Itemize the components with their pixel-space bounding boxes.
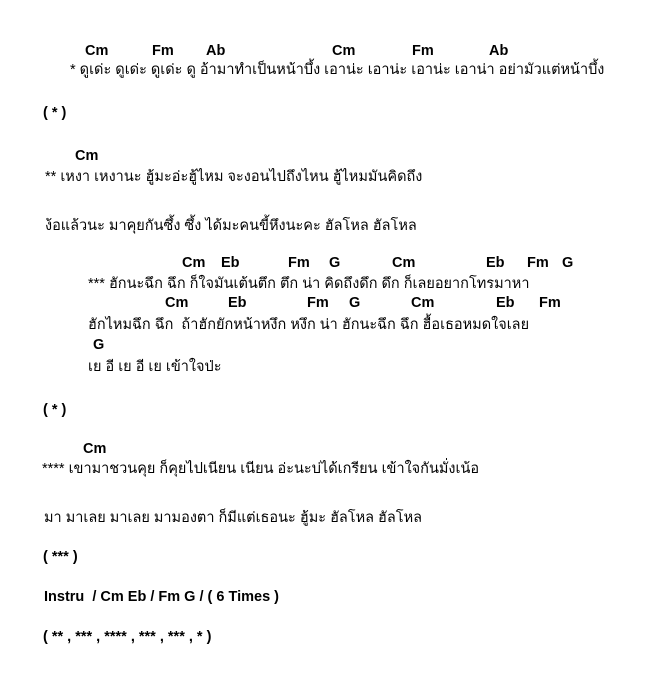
chorus-lyric-1: *** ฮักนะฉึก ฉึก ก็ใจมันเต้นตึก ตึก น่า คิดถึงดึก ดึก ก็เลยอยากโทรมาหา: [88, 276, 530, 292]
chord-eb: Eb: [228, 295, 247, 311]
chord-eb: Eb: [221, 255, 240, 271]
chord-cm: Cm: [392, 255, 416, 271]
instrumental-line: Instru / Cm Eb / Fm G / ( 6 Times ): [44, 589, 279, 605]
verse3-lyric-2: มา มาเลย มาเลย มามองตา ก็มีแต่เธอนะ ฮู้มะ ฮัลโหล ฮัลโหล: [44, 510, 423, 526]
section-marker-repeat-2: ( * ): [43, 402, 67, 418]
section-marker-repeat-1: ( * ): [43, 105, 67, 121]
chord-eb: Eb: [496, 295, 515, 311]
chord-cm: Cm: [165, 295, 189, 311]
chord-fm: Fm: [152, 43, 174, 59]
chord-fm: Fm: [539, 295, 561, 311]
chord-g: G: [329, 255, 341, 271]
section-marker-repeat-3: ( *** ): [43, 549, 78, 565]
chord-fm: Fm: [412, 43, 434, 59]
chord-cm: Cm: [332, 43, 356, 59]
chord-cm: Cm: [85, 43, 109, 59]
verse3-lyric-1: **** เขามาชวนคุย ก็คุยไปเนียน เนียน อ่ะนะบ่ได้เกรียน เข้าใจกันมั่งเน้อ: [42, 461, 480, 477]
chord-eb: Eb: [486, 255, 505, 271]
chord-cm: Cm: [75, 148, 99, 164]
chorus-lyric-2: ฮักไหมฉึก ฉึก ถ้าฮักยักหน้าหงึก หงึก น่า ฮักนะฉึก ฉึก ฮื้อเธอหมดใจเลย: [88, 317, 530, 333]
chord-cm: Cm: [83, 441, 107, 457]
chord-fm: Fm: [527, 255, 549, 271]
outro-sequence-line: ( ** , *** , **** , *** , *** , * ): [43, 629, 212, 645]
chorus-lyric-3: เย อี เย อี เย เข้าใจป่ะ: [88, 359, 222, 375]
chord-fm: Fm: [288, 255, 310, 271]
chord-ab: Ab: [489, 43, 509, 59]
chord-cm: Cm: [411, 295, 435, 311]
verse2-lyric-2: ง้อแล้วนะ มาคุยกันซึ้ง ซึ้ง ได้มะคนขี้หึงนะคะ ฮัลโหล ฮัลโหล: [45, 218, 417, 234]
chord-ab: Ab: [206, 43, 226, 59]
verse2-lyric-1: ** เหงา เหงานะ ฮู้มะอ่ะฮู้ไหม จะงอนไปถึงไหน ฮู้ไหมมันคิดถึง: [45, 169, 423, 185]
verse1-lyric: * ดูเด่ะ ดูเด่ะ ดูเด่ะ ดู อ้ามาทำเป็นหน้าบึ้ง เอาน่ะ เอาน่ะ เอาน่ะ เอาน่า อย่ามัวแต่หน้าบึ้ง: [70, 62, 605, 78]
chord-cm: Cm: [182, 255, 206, 271]
chord-g: G: [562, 255, 574, 271]
chord-g: G: [93, 337, 105, 353]
chord-fm: Fm: [307, 295, 329, 311]
chord-g: G: [349, 295, 361, 311]
